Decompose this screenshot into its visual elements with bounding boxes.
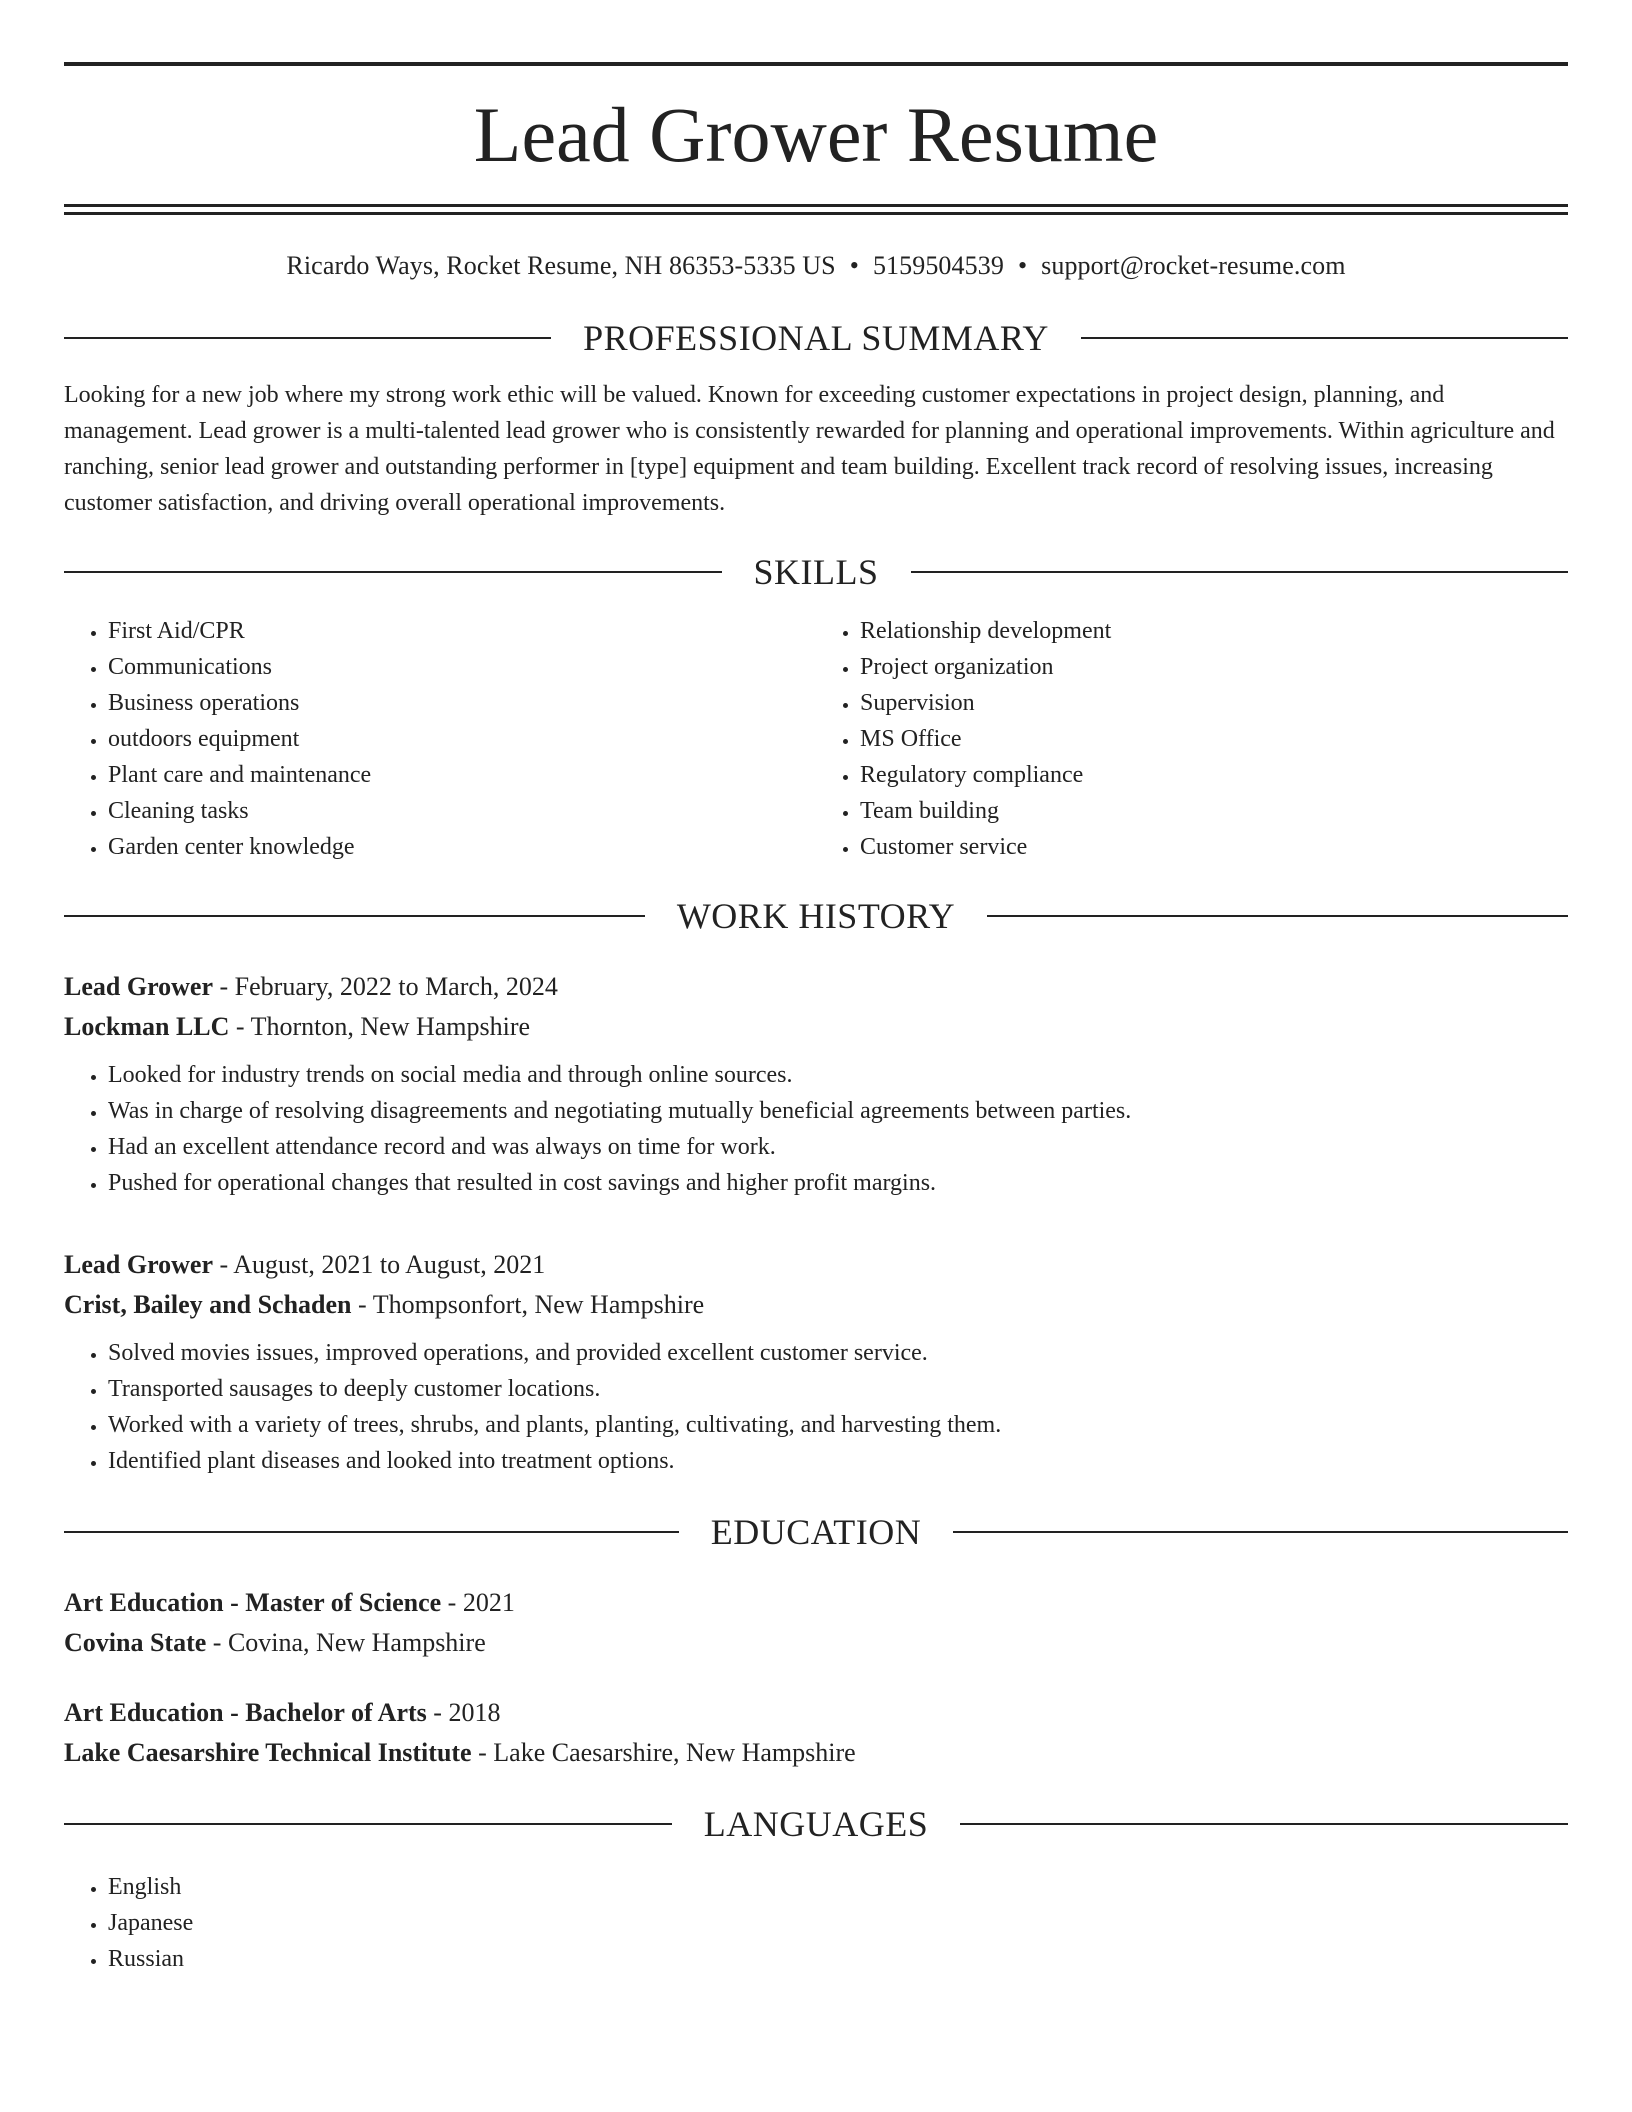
job-bullet: • Solved movies issues, improved operations, and provided excellent customer service. xyxy=(108,1335,1568,1371)
skill-item: • Project organization xyxy=(860,649,1568,685)
education-entry xyxy=(64,1693,1568,1773)
education-school-line: Covina State - Covina, New Hampshire xyxy=(64,1628,486,1657)
skill-item: • Garden center knowledge xyxy=(108,829,816,865)
job-dates: February, 2022 to March, 2024 xyxy=(234,972,558,1001)
section-rule xyxy=(911,571,1569,573)
job-title-line: Lead Grower - February, 2022 to March, 2024 xyxy=(64,972,558,1001)
languages-list xyxy=(64,1869,1568,1977)
skill-item: • Regulatory compliance xyxy=(860,757,1568,793)
job-company-line: Lockman LLC - Thornton, New Hampshire xyxy=(64,1012,531,1041)
job-bullets xyxy=(64,1335,1568,1479)
skills-list xyxy=(64,613,1568,865)
skill-item: • MS Office xyxy=(860,721,1568,757)
job-bullets xyxy=(64,1057,1568,1201)
section-header-skills xyxy=(64,551,1568,593)
skill-item: • Communications xyxy=(108,649,816,685)
education-school: Lake Caesarshire Technical Institute xyxy=(64,1738,472,1767)
education-degree-line: Art Education - Bachelor of Arts - 2018 xyxy=(64,1698,501,1727)
page-title: Lead Grower Resume xyxy=(473,91,1159,178)
job-title: Lead Grower xyxy=(64,972,213,1001)
education-year: 2021 xyxy=(462,1588,515,1617)
education-entry xyxy=(64,1583,1568,1663)
section-header-languages xyxy=(64,1803,1568,1845)
section-rule xyxy=(1081,337,1568,339)
title-double-rule xyxy=(64,204,1568,215)
language-item: • English xyxy=(108,1869,1568,1905)
job-location: Thompsonfort, New Hampshire xyxy=(372,1290,705,1319)
job-entry xyxy=(64,967,1568,1201)
job-location: Thornton, New Hampshire xyxy=(250,1012,531,1041)
section-header-summary xyxy=(64,317,1568,359)
education-degree: Art Education - Bachelor of Arts xyxy=(64,1698,427,1727)
job-bullet: • Identified plant diseases and looked into treatment options. xyxy=(108,1443,1568,1479)
section-title: WORK HISTORY xyxy=(676,896,956,936)
education-location: Lake Caesarshire, New Hampshire xyxy=(493,1738,856,1767)
skill-item: • Customer service xyxy=(860,829,1568,865)
contact-separator: • xyxy=(849,251,859,280)
contact-address: Ricardo Ways, Rocket Resume, NH 86353-5335 US xyxy=(286,251,836,280)
job-bullet: • Had an excellent attendance record and was always on time for work. xyxy=(108,1129,1568,1165)
job-title-line: Lead Grower - August, 2021 to August, 2021 xyxy=(64,1250,546,1279)
skill-item: • outdoors equipment xyxy=(108,721,816,757)
contact-line xyxy=(64,251,1568,281)
job-title: Lead Grower xyxy=(64,1250,213,1279)
section-title: SKILLS xyxy=(753,552,879,592)
skill-item: • Supervision xyxy=(860,685,1568,721)
top-rule xyxy=(64,62,1568,66)
job-entry xyxy=(64,1245,1568,1479)
education-degree-line: Art Education - Master of Science - 2021 xyxy=(64,1588,515,1617)
section-rule xyxy=(64,915,645,917)
job-bullet: • Pushed for operational changes that resulted in cost savings and higher profit margins. xyxy=(108,1165,1568,1201)
job-company-line: Crist, Bailey and Schaden - Thompsonfort, New Hampshire xyxy=(64,1290,705,1319)
skill-item: • Business operations xyxy=(108,685,816,721)
skills-column-left xyxy=(64,613,816,865)
contact-phone: 5159504539 xyxy=(872,251,1004,280)
contact-email: support@rocket-resume.com xyxy=(1041,251,1346,280)
section-rule xyxy=(64,571,722,573)
job-company: Lockman LLC xyxy=(64,1012,230,1041)
education-school-line: Lake Caesarshire Technical Institute - Lake Caesarshire, New Hampshire xyxy=(64,1738,856,1767)
section-rule xyxy=(960,1823,1568,1825)
section-rule xyxy=(64,1823,672,1825)
section-rule xyxy=(64,1531,679,1533)
education-year: 2018 xyxy=(448,1698,501,1727)
section-title: LANGUAGES xyxy=(703,1804,929,1844)
job-bullet: • Worked with a variety of trees, shrubs, and plants, planting, cultivating, and harvesting them. xyxy=(108,1407,1568,1443)
job-bullet: • Looked for industry trends on social media and through online sources. xyxy=(108,1057,1568,1093)
section-title: PROFESSIONAL SUMMARY xyxy=(583,318,1049,358)
section-title: EDUCATION xyxy=(710,1512,922,1552)
skill-item: • Relationship development xyxy=(860,613,1568,649)
job-bullet: • Transported sausages to deeply customer locations. xyxy=(108,1371,1568,1407)
contact-separator: • xyxy=(1017,251,1028,280)
education-location: Covina, New Hampshire xyxy=(227,1628,486,1657)
skills-column-right xyxy=(816,613,1568,865)
language-item: • Japanese xyxy=(108,1905,1568,1941)
section-header-work xyxy=(64,895,1568,937)
section-rule xyxy=(987,915,1568,917)
job-company: Crist, Bailey and Schaden xyxy=(64,1290,352,1319)
education-school: Covina State xyxy=(64,1628,207,1657)
skill-item: • Cleaning tasks xyxy=(108,793,816,829)
job-dates: August, 2021 to August, 2021 xyxy=(233,1250,546,1279)
skill-item: • Plant care and maintenance xyxy=(108,757,816,793)
education-degree: Art Education - Master of Science xyxy=(64,1588,442,1617)
skill-item: • First Aid/CPR xyxy=(108,613,816,649)
section-rule xyxy=(953,1531,1568,1533)
skill-item: • Team building xyxy=(860,793,1568,829)
language-item: • Russian xyxy=(108,1941,1568,1977)
summary-text: Looking for a new job where my strong work ethic will be valued. Known for exceeding customer expectations in project design, planning, and management. Lead grower is a multi-talented lead grower who is consistently rewarded for planning and operational improvements. Within agriculture and ranching, senior lead grower and outstanding performer in [type] equipment and team building. Excellent track record of resolving issues, increasing customer satisfaction, and driving overall operational improvements. xyxy=(64,382,1555,516)
job-bullet: • Was in charge of resolving disagreements and negotiating mutually beneficial agreements between parties. xyxy=(108,1093,1568,1129)
section-header-education xyxy=(64,1511,1568,1553)
section-rule xyxy=(64,337,551,339)
